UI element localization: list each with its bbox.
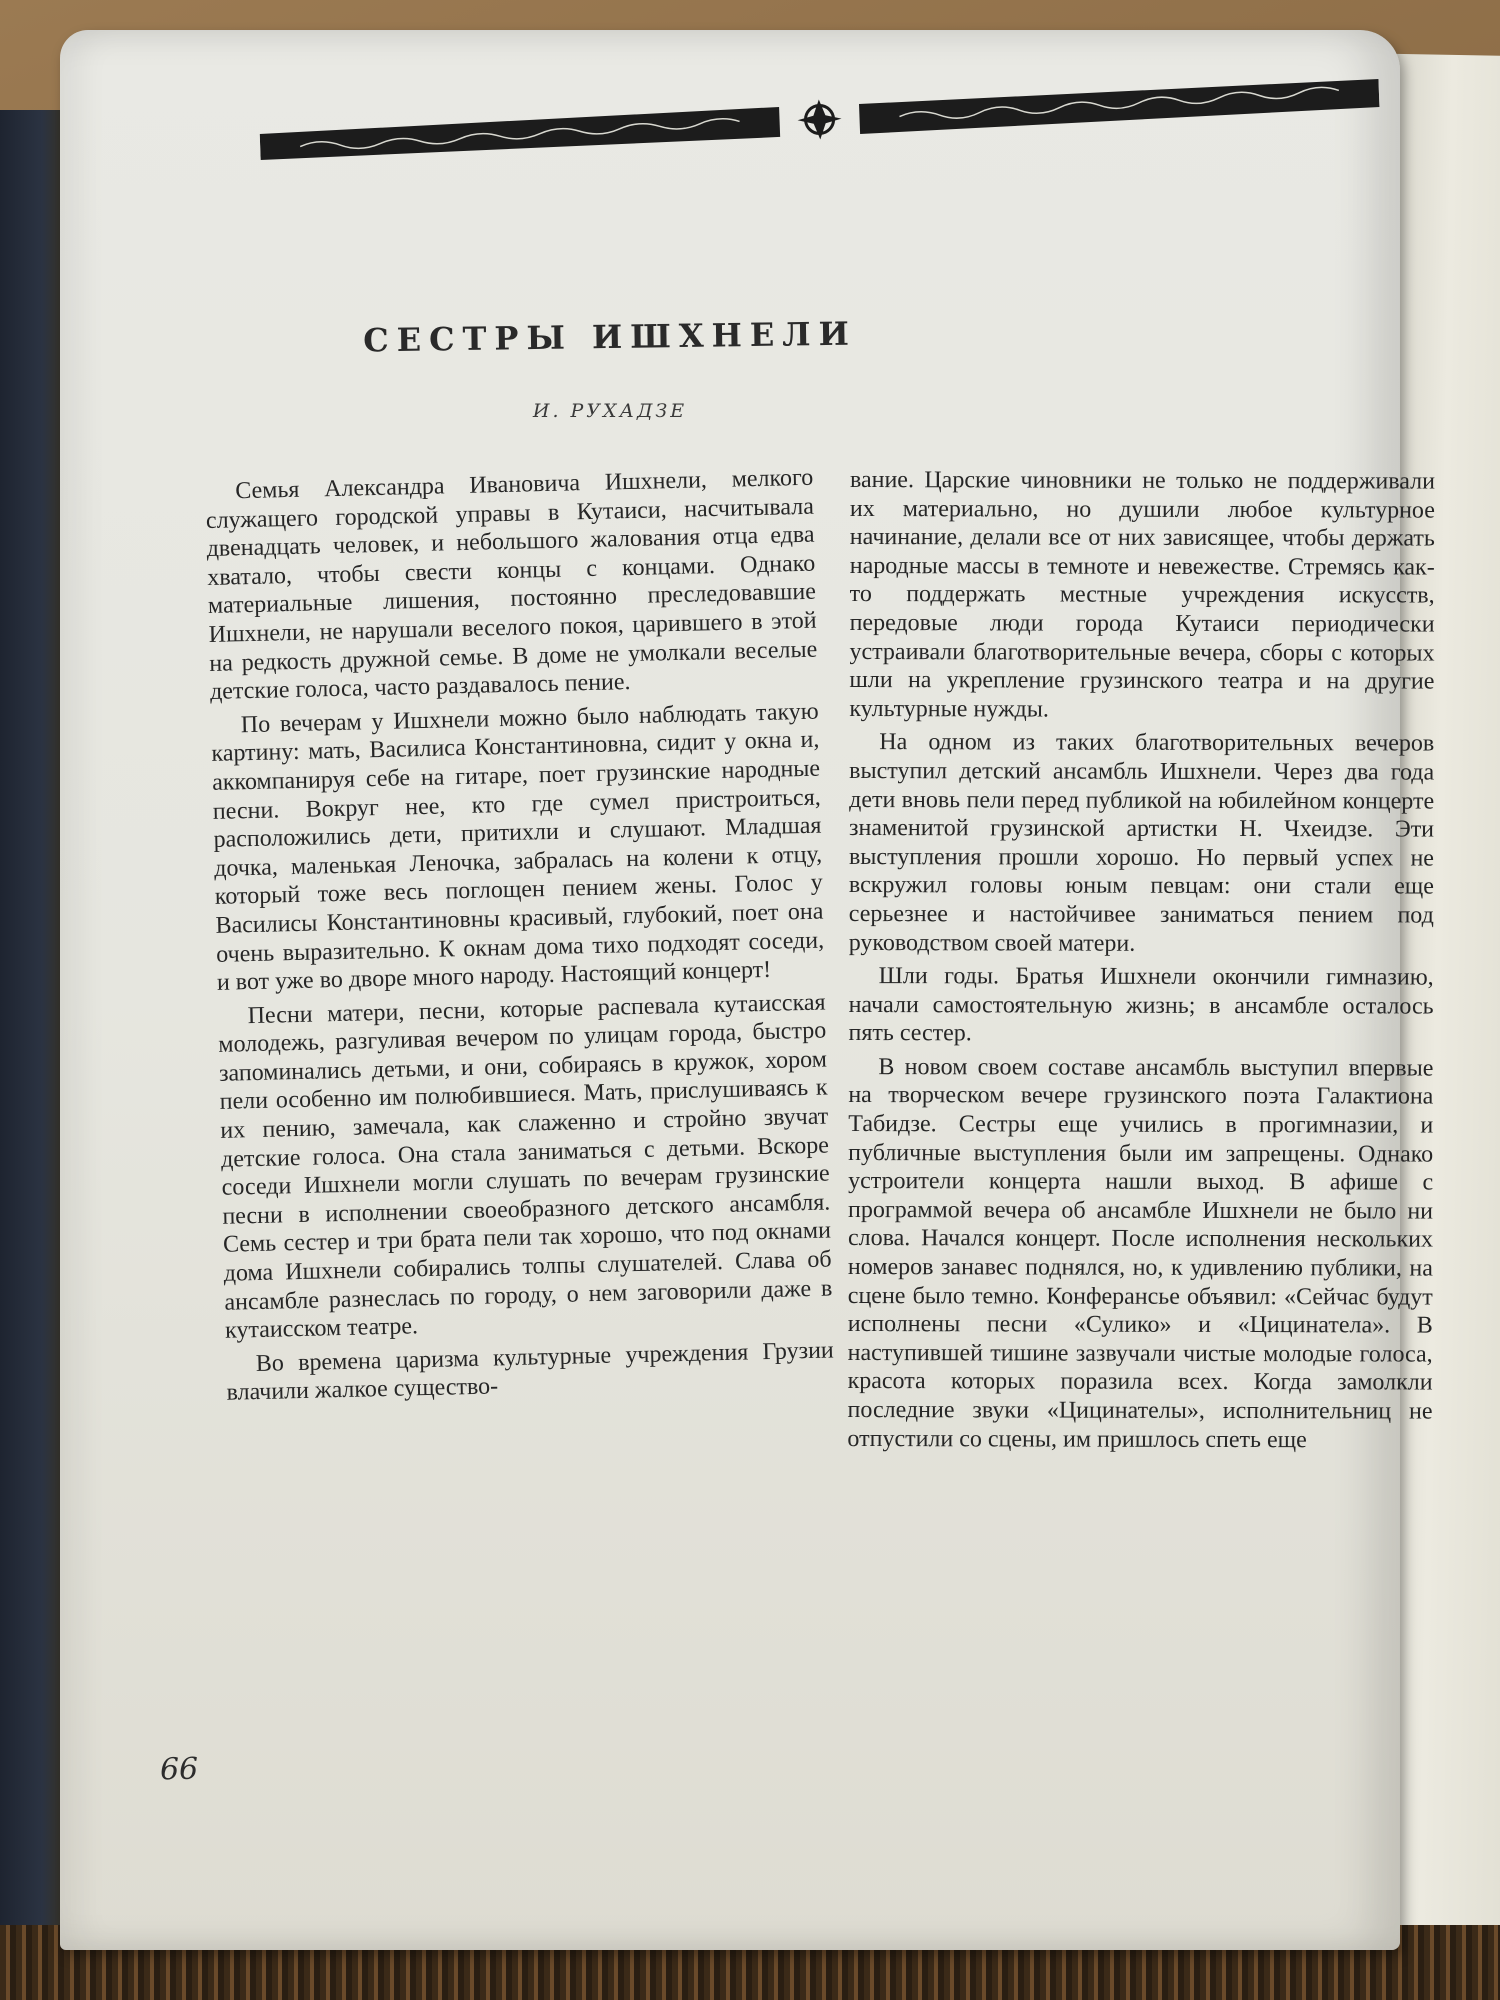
paragraph: На одном из таких благотворительных вечеров выступил детский ансамбль Ишхнели. Через два года дети вновь пели перед публикой на юбилейном концерте знаменитой грузинской артистки Н. Чхеидзе. Эти выступления прошли хорошо. Но первый успех не вскружил головы юным певцам: они стали еще серьезнее и настойчивее заниматься пением под руководством своей матери. [848, 729, 1435, 957]
paragraph: Шли годы. Братья Ишхнели окончили гимназию, начали самостоятельную жизнь; в ансамбле осталось пять сестер. [848, 963, 1434, 1047]
paragraph: По вечерам у Ишхнели можно было наблюдать такую картину: мать, Василиса Константиновна, сидит у окна и, аккомпанируя себе на гитаре, поет грузинские народные песни. Вокруг нее, кто где сумел пристроиться, расположились дети, притихли и слушают. Младшая дочка, маленькая Леночка, забралась на колени к отцу, который тоже весь поглощен пением жены. Голос у Василисы Константиновны красивый, глубокий, поет она очень выразительно. К окнам дома тихо подходят соседи, и вот уже во дворе много народу. Настоящий концерт! [211, 698, 825, 996]
paragraph: В новом своем составе ансамбль выступил впервые на творческом вечере грузинского поэта Галактиона Табидзе. Сестры еще учились в прогимназии, и публичные выступления были им запрещены. Однако устроители концерта нашли выход. В афише с программой вечера об ансамбле Ишхнели не было ни слова. Начался концерт. После исполнения нескольких номеров занавес поднялся, но, к удивлению публики, на сцене было темно. Конферансье объявил: «Сейчас будут исполнены песни «Сулико» и «Цицинатела». В наступившей тишине зазвучали чистые молодые голоса, красота которых поразила всех. Когда замолкли последние звуки «Цицинателы», исполнительниц не отпустили со сцены, им пришлось спеть еще [847, 1053, 1434, 1453]
text-column-right [847, 466, 1435, 1460]
decorative-header-ornament-icon [259, 71, 1380, 172]
book-page [60, 30, 1435, 1950]
paragraph: Во времена царизма культурные учреждения Грузии влачили жалкое существо- [226, 1337, 835, 1407]
article-author: И. РУХАДЗЕ [532, 400, 688, 422]
article-title: СЕСТРЫ ИШХНЕЛИ [362, 314, 858, 360]
text-column-left [205, 464, 835, 1413]
paragraph: Песни матери, песни, которые распевала кутаисская молодежь, разгуливая вечером по улицам города, быстро запоминались детьми, и они, собираясь в кружок, хором пели особенно им полюбившиеся. Мать, прислушиваясь к их пению, замечала, как слаженно и стройно звучат детские голоса. Она стала заниматься с детьми. Вскоре соседи Ишхнели могли слушать по вечерам грузинские песни в исполнении своеобразного детского ансамбля. Семь сестер и три брата пели так хорошо, что под окнами дома Ишхнели собирались толпы слушателей. Слава об ансамбле разнеслась по городу, о нем заговорили даже в кутаисском театре. [218, 989, 833, 1344]
page-number: 66 [159, 1751, 199, 1788]
paragraph: Семья Александра Ивановича Ишхнели, мелкого служащего городской управы в Кутаиси, насчитывала двенадцать человек, и небольшого жалования отца едва хватало, чтобы свести концы с концами. Однако материальные лишения, постоянно преследовавшие Ишхнели, не нарушали веселого покоя, царившего в этой на редкость дружной семье. В доме не умолкали веселые детские голоса, часто раздавалось пение. [205, 464, 818, 706]
paragraph: вание. Царские чиновники не только не поддерживали их материально, но душили любое культурное начинание, делали все от них зависящее, чтобы держать народные массы в темноте и невежестве. Стремясь как-то поддержать местные учреждения искусств, передовые люди города Кутаиси периодически устраивали благотворительные вечера, сборы с которых шли на укрепление грузинского театра и на другие культурные нужды. [849, 467, 1435, 723]
